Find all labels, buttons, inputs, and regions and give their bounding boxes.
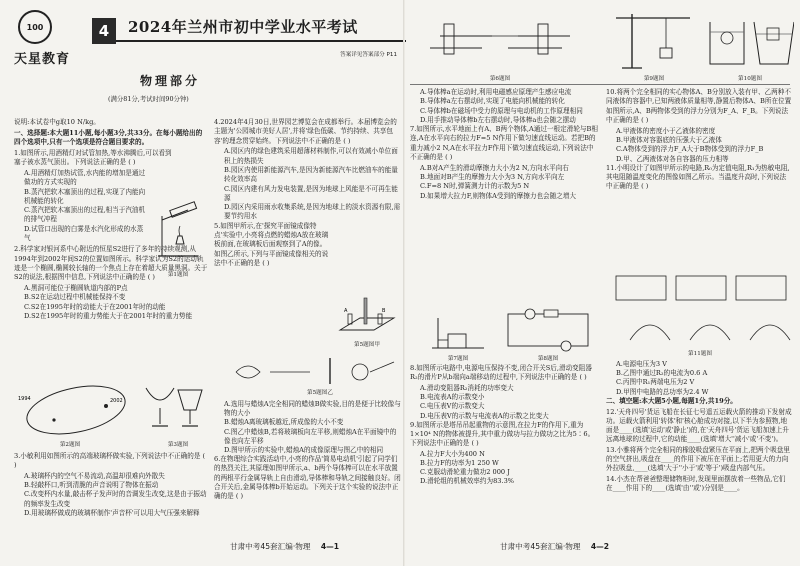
column-3-lower	[410, 364, 598, 487]
answer-paren: ( )	[262, 258, 270, 267]
option-6c: C.导体棒b在磁场中受力的原理与电动机的工作原理相同	[420, 106, 583, 115]
question-8-stem: 8.如图所示电路中,电源电压保持不变,闭合开关S后,滑动变阻器R₂的滑片P从b端向a端移动的过程中,下列说法中正确的是	[410, 364, 592, 382]
svg-text:B: B	[382, 308, 386, 314]
answer-paren: ( )	[641, 182, 649, 191]
question-9-stem: 9.如图所示是塔吊吊起重物的示意图,在拉力F的作用下,重为1×10⁴ N的物体被提升,其中重力做功与拉力做功之比为5∶6。下列说法中正确的是	[410, 420, 595, 448]
score-info: (满分81分,考试时间90分钟)	[108, 95, 189, 103]
question-1	[14, 149, 174, 168]
option-10c: C.A物体受到的浮力F_A大于B物体受到的浮力F_B	[616, 145, 764, 154]
option-5c: C.图乙中蜡烛B,若将玻璃板向左平移,则蜡烛A在平面镜中的像也向左平移	[224, 427, 397, 445]
option-6b: B.导体棒a左右摆动时,实现了电能向机械能的转化	[420, 97, 565, 106]
option-3b: B.轻敲杯口,听到清脆的声音说明了物体在振动	[24, 481, 159, 490]
option-5b: B.蜡烛A离玻璃板越近,所成像的大小不变	[224, 418, 344, 427]
option-3a: A.玻璃杯内的空气不易流动,高温却很难向外散失	[24, 471, 165, 480]
question-9	[410, 421, 598, 449]
footer-left	[230, 541, 339, 552]
figure-9-caption: 第9题图	[643, 76, 665, 82]
answer-paren: ( )	[343, 136, 351, 145]
option-7c: C.F=8 N时,弹簧测力计的示数为5 N	[420, 182, 530, 191]
figure-6-rails	[422, 6, 572, 70]
svg-text:1994: 1994	[18, 396, 31, 402]
brand-name: 天星教育	[14, 52, 71, 67]
option-10b: B.甲液体对容器底的压强大于乙液体	[616, 135, 722, 144]
option-6d: D.用手推动导体棒b左右摆动时,导体棒a也会随之摆动	[420, 115, 576, 124]
figure-5a-caption: 第5题图甲	[354, 342, 380, 348]
footer-left-title: 甘肃中考45套汇编·物理	[230, 542, 311, 551]
option-11c: C.丙图中R₁两端电压为2 V	[616, 378, 695, 387]
option-7a: A.B对A产生的滑动摩擦力大小为2 N,方向水平向右	[420, 163, 569, 172]
answer-paren: ( )	[579, 373, 587, 382]
option-2d: D.S2在1995年时的重力势能大于在2001年时的重力势能	[24, 311, 193, 320]
figure-5a-mirror-setup	[334, 292, 400, 338]
figure-3-glasses	[140, 380, 210, 436]
option-9a: A.拉力F大小为400 N	[420, 449, 485, 458]
option-4a: A.园区内的绿色建筑采用超薄材料制作,可以有效减小单位面积上的热损失	[224, 147, 398, 165]
option-5a: A.选用与蜡烛A完全相同的蜡烛B做实验,目的是便于比较像与物的大小	[224, 400, 401, 418]
figure-7-caption: 第7题图	[447, 356, 469, 362]
question-7-stem: 7.如图所示,水平地面上有A、B两个物体,A通过一根定滑轮与B相连,A在水平向右的拉力F=5 N作用下做匀速直线运动。若把B的重力减小2 N,A在水平拉力F作用下做匀速直线运动,下列说法中不正确的是	[410, 125, 598, 162]
question-11-stem: 11.小明设计了如图甲所示的电路,R₀为定值电阻,R₁为热敏电阻,其电阻随温度变化的图像如图乙所示。当温度升高时,下列说法中正确的是	[606, 163, 790, 191]
column-2	[214, 118, 402, 270]
option-11b: B.乙图中通过R₂的电流为0.6 A	[616, 369, 708, 378]
footer-right	[500, 541, 609, 552]
logo-text: 100	[26, 22, 44, 32]
option-4d: D.园区内采用雨水收集系统,是因为地球上的淡水资源有限,需要节约用水	[224, 203, 401, 221]
section-heading-fill: 二、填空题:本大题5小题,每题1分,共19分。	[606, 396, 737, 405]
option-4c: C.园区内建有风力发电装置,是因为地球上风能是不可再生能源	[224, 184, 398, 202]
paper-number-badge: 4	[92, 18, 116, 44]
figure-6-caption: 第6题图	[489, 76, 511, 82]
column-4-lower	[606, 360, 792, 495]
figure-3-caption: 第3题图	[167, 442, 189, 448]
figure-8-circuit	[500, 304, 596, 354]
figure-7-pulley	[428, 314, 488, 354]
column-1-lower	[14, 452, 208, 518]
section-heading-choice: 一、选择题:本大题11小题,每小题3分,共33分。在每小题给出的四个选项中,只有一个选项是符合题目要求的。	[14, 128, 203, 147]
figure-9-crane	[612, 8, 694, 72]
figure-10-containers	[704, 8, 794, 72]
figure-10-caption: 第10题图	[738, 76, 762, 82]
option-11d: D.甲图中电路的总功率为2.4 W	[616, 387, 709, 396]
question-3	[14, 452, 208, 470]
exam-title: 2024年兰州市初中学业水平考试	[128, 18, 358, 36]
figure-5b-mirror	[230, 352, 400, 388]
option-2a: A.黑洞可能位于椭圆轨道内部的P点	[24, 284, 128, 293]
question-5-stem: 5.如图甲所示,在'探究平面镜成像特点'实验中,小亮将点燃的蜡烛A放在玻璃板前面,在玻璃板后面观察到了A的像。如图乙所示,下列与平面镜成像相关的说法中不正确的是	[214, 221, 329, 267]
figure-5b-caption: 第5题图乙	[307, 390, 333, 396]
option-9c: C.克服动滑轮重力做功2 000 J	[420, 468, 510, 477]
question-8	[410, 364, 598, 382]
title-rule	[116, 40, 406, 42]
question-5	[214, 222, 330, 268]
option-2b: B.S2在运动过程中机械能保持不变	[24, 293, 126, 302]
option-7b: B.地面对B产生的摩擦力大小为3 N,方向水平向左	[420, 173, 565, 182]
svg-text:2002: 2002	[110, 398, 123, 404]
figure-8-caption: 第8题图	[537, 356, 559, 362]
brand-block	[14, 4, 94, 68]
option-9d: D.滑轮组的机械效率约为83.3%	[420, 477, 515, 486]
option-3c: C.改变杯内水量,敲击杯子发声时的音调发生改变,这是由于振动的频率发生改变	[24, 490, 207, 508]
question-6-stem: 6.在物理综合实践活动中,小亮的作品'简易电动机'引起了同学们的热烈关注,其原理如图甲所示,a、b两个导体棒可以在水平放置的两根平行金属导轨上自由滑动,导体棒和导轨之间接触良好。闭合开关后,金属导体棒b开始运动。下列关于这个实验的说法中正确的是	[214, 455, 401, 501]
question-10	[606, 88, 792, 125]
column-4	[606, 88, 792, 193]
answer-paren: ( )	[235, 492, 244, 501]
section-title: 物理部分	[140, 74, 201, 88]
question-14: 14.小杰在帮爸爸整理储物柜时,发现里面摆放着一些物品,它们在____作用下的____(选填'由''或')分别是____。	[606, 474, 786, 493]
question-6	[214, 455, 402, 501]
option-10a: A.甲液体的密度小于乙液体的密度	[616, 126, 716, 135]
question-11	[606, 164, 792, 192]
footer-right-page: 4—2	[590, 542, 610, 551]
exam-note: 说明:本试卷中g取10 N/kg。	[14, 118, 100, 126]
option-8c: C.电压表V的示数变大	[420, 402, 485, 411]
answer-reference: 答案详见答案部分 P11	[340, 52, 398, 58]
option-7d: D.如果增大拉力F,则物体A受到的摩擦力也会随之增大	[420, 191, 577, 200]
option-8d: D.电压表V的示数与电流表A的示数之比变大	[420, 411, 549, 420]
answer-paren: ( )	[147, 273, 155, 282]
option-1d: D.试管口出现的白雾是水汽化形成的水蒸气	[24, 224, 144, 243]
question-3-stem: 3.小敏利用如图所示的高端玻璃杯做实验,下列说法中不正确的是	[14, 452, 201, 460]
option-1b: B.蒸汽把软木塞顶出的过程,实现了内能向机械能的转化	[24, 187, 146, 205]
question-4	[214, 118, 402, 146]
question-4-stem: 4.2024年4月30日,世界园艺博览会在成都举行。本届博览会的主题为'公园城市美好人居',并将'绿色低碳、节约持续、共享包容'的理念贯穿始终。下列说法中不正确的是	[214, 118, 397, 145]
option-5d: D.图甲所示的实验中,蜡烛A的成像原理与图乙中的相同	[224, 446, 384, 455]
page-fold	[403, 0, 405, 566]
answer-paren: ( )	[128, 158, 136, 167]
answer-paren: ( )	[641, 115, 649, 124]
footer-right-title: 甘肃中考45套汇编·物理	[500, 542, 581, 551]
column-2-lower	[214, 400, 402, 503]
figure-2-caption: 第2题图	[59, 442, 81, 448]
figure-11-circuits	[610, 268, 794, 348]
column-3	[410, 88, 598, 201]
footer-left-page: 4—1	[320, 542, 340, 551]
option-10d: D.甲、乙两液体对各自容器的压力相等	[616, 154, 729, 163]
answer-paren: ( )	[14, 452, 206, 470]
option-6a: A.导体棒a在运动时,利用电磁感应原理产生感应电流	[420, 88, 572, 96]
option-9b: B.拉力F的功率为1 250 W	[420, 459, 499, 468]
question-7	[410, 125, 598, 162]
svg-text:A: A	[344, 308, 348, 314]
option-1c: C.蒸汽把软木塞顶出的过程,相当于汽油机的排气冲程	[24, 206, 146, 224]
option-8b: B.电流表A的示数变小	[420, 393, 485, 402]
option-11a: A.电源电压为3 V	[616, 360, 667, 368]
question-10-stem: 10.将两个完全相同的实心物体A、B分别放入装有甲、乙两种不同液体的容器中,已知两液体质量相等,静置后物体A、B所在位置如图所示,A、B两物体受到的浮力分别为F_A、F_B。下列说法中正确的是	[606, 88, 792, 124]
question-13: 13.小雅将两个完全相同的橡胶吸盘紧压在平面上,把两个吸盘里的空气挤出,吸盘在____的作用下被压在平面上;若用更大的力向外拉吸盘,____(选填'大于''小于'或'等于')吸盘内部气压。	[606, 445, 791, 473]
question-12: 12.'天舟四号'货运飞船在长征七号遥五运载火箭的推动下发射成功。运载火箭利用'转体'和'核心舱成功对接,以下半为参照物,地面是____(选填'运动'或'静止')的,在'天舟四号'货运飞船加速上升远离地球的过程中,它的动能____(选填'增大''减小'或'不变')。	[606, 407, 792, 444]
figure-11-caption: 第11题图	[688, 351, 712, 357]
question-2-stem: 2.科学家对银河系中心附近的恒星S2进行了多年的持续观测,从1994年到2002年间S2的位置如图所示。科学家认为S2的运动轨迹是一个椭圆,椭圆较长轴的一个焦点上存在着超大质量黑洞。关于S2的说法,根据图中信息,下列说法中正确的是	[14, 245, 208, 282]
answer-paren: ( )	[471, 439, 479, 448]
option-3d: D.用玻璃杯做成的玻璃杯制作'声音杯'可以用大气压强来解释	[24, 508, 200, 517]
answer-paren: ( )	[445, 153, 453, 162]
option-2c: C.S2在1995年时的动能大于在2001年时的动能	[24, 302, 166, 311]
figure-1-caption: 第1题图	[167, 272, 189, 278]
figure-row-divider	[410, 84, 790, 85]
figure-1-test-tube	[148, 196, 208, 268]
question-1-stem: 1.如图所示,用酒精灯对试管加热,等水沸腾后,可以看到塞子被水蒸气顶出。下列说法正确的是	[14, 148, 172, 167]
option-8a: A.滑动变阻器R₂消耗的功率变大	[420, 383, 514, 392]
logo-seal	[18, 10, 52, 44]
figure-2-orbit	[14, 376, 132, 438]
option-1a: A.用酒精灯加热试管,水内能的增加是通过做功的方式实现的	[24, 168, 146, 187]
option-4b: B.园区内使用新能源汽车,是因为新能源汽车比燃油车的能量转化效率高	[224, 165, 398, 184]
